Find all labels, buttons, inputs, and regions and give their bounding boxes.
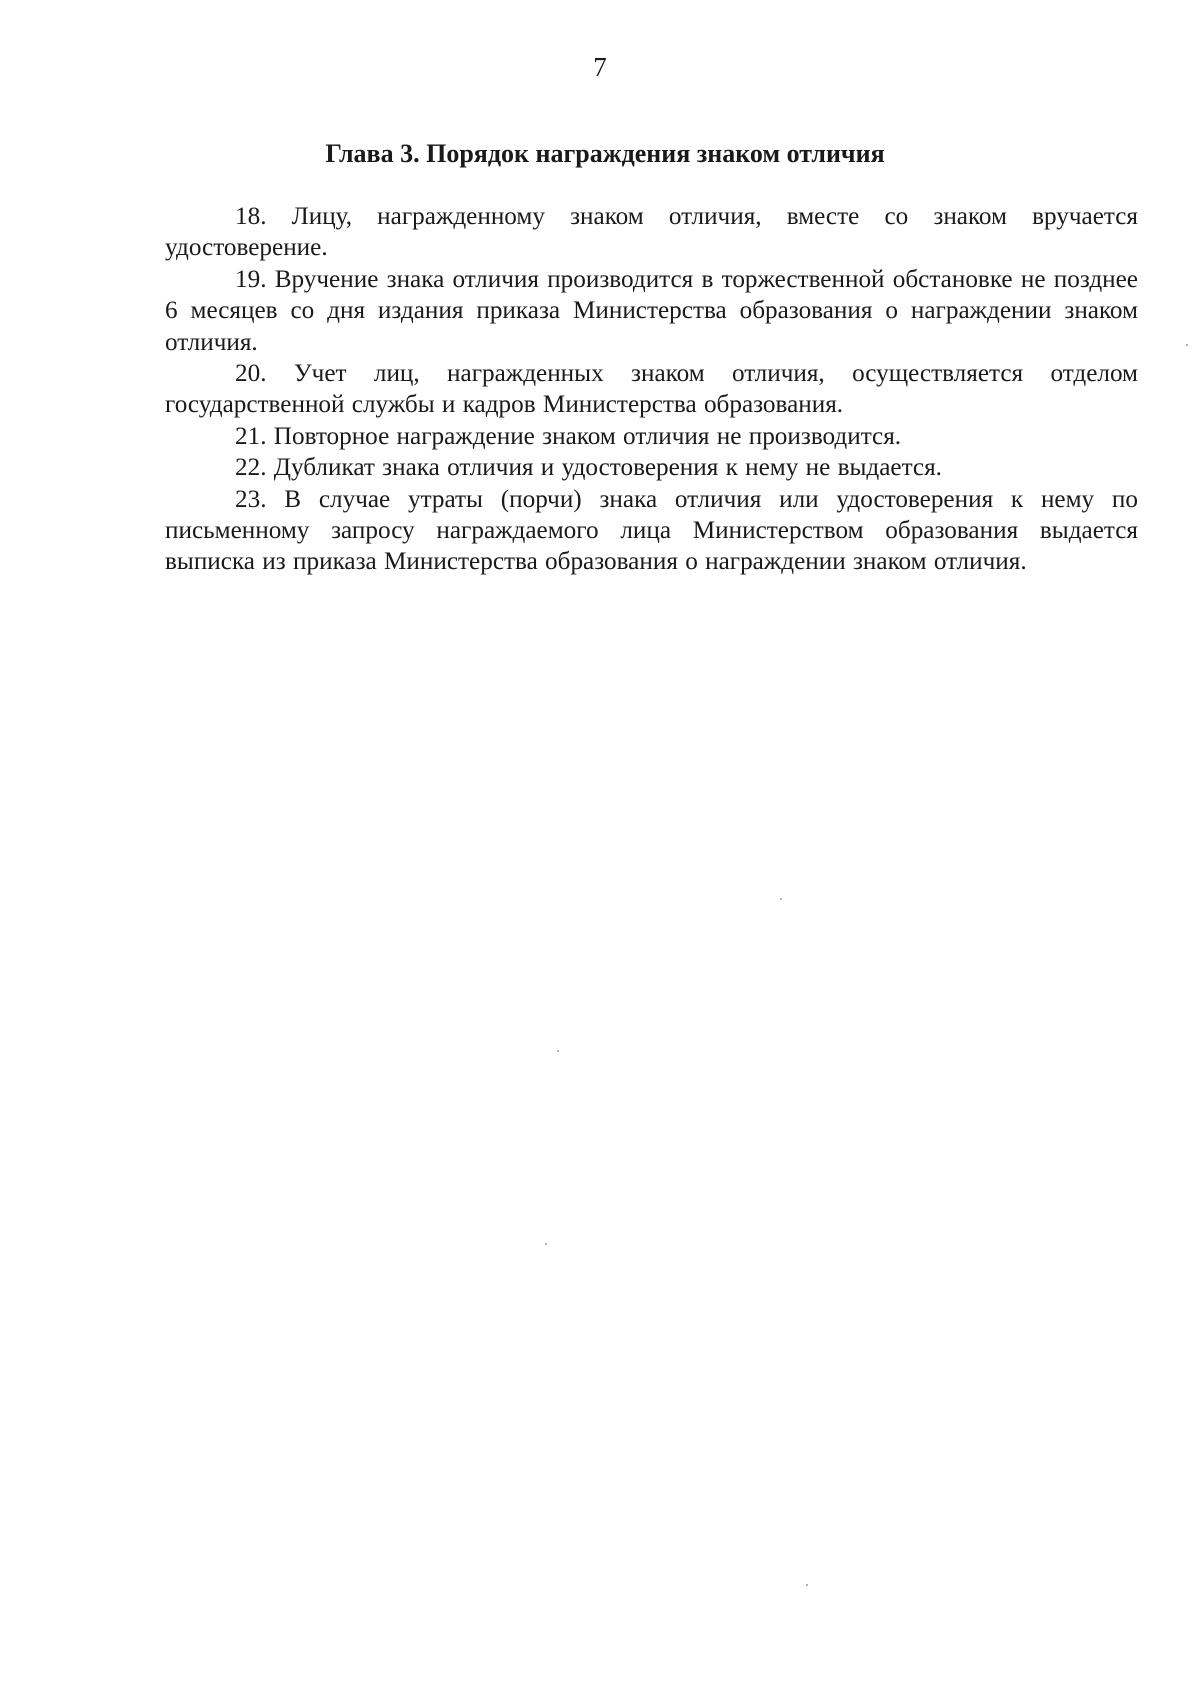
paragraph-20: 20. Учет лиц, награжденных знаком отличия, осуществляется отделом государственной службы и кадров Министерства образования. bbox=[165, 360, 1138, 419]
scan-speck bbox=[557, 1050, 559, 1052]
paragraph-23: 23. В случае утраты (порчи) знака отличия или удостоверения к нему по письменному запросу награждаемого лица Министерством образования выдается выписка из приказа Министерства образования о награждении знаком отличия. bbox=[165, 485, 1138, 576]
page-number: 7 bbox=[593, 52, 607, 82]
chapter-title: Глава 3. Порядок награждения знаком отличия bbox=[325, 139, 885, 168]
scan-speck bbox=[806, 1584, 808, 1586]
scan-speck bbox=[545, 1243, 547, 1245]
scan-speck bbox=[1186, 344, 1188, 346]
paragraph-21: 21. Повторное награждение знаком отличия не производится. bbox=[235, 422, 902, 450]
scan-speck bbox=[780, 898, 782, 900]
paragraph-22: 22. Дубликат знака отличия и удостоверения к нему не выдается. bbox=[235, 454, 942, 482]
paragraph-19: 19. Вручение знака отличия производится в торжественной обстановке не позднее 6 месяцев со дня издания приказа Министерства образования о награждении знаком отличия. bbox=[165, 265, 1138, 356]
paragraph-18: 18. Лицу, награжденному знаком отличия, вместе со знаком вручается удостоверение. bbox=[165, 203, 1138, 262]
document-body bbox=[165, 201, 1138, 578]
